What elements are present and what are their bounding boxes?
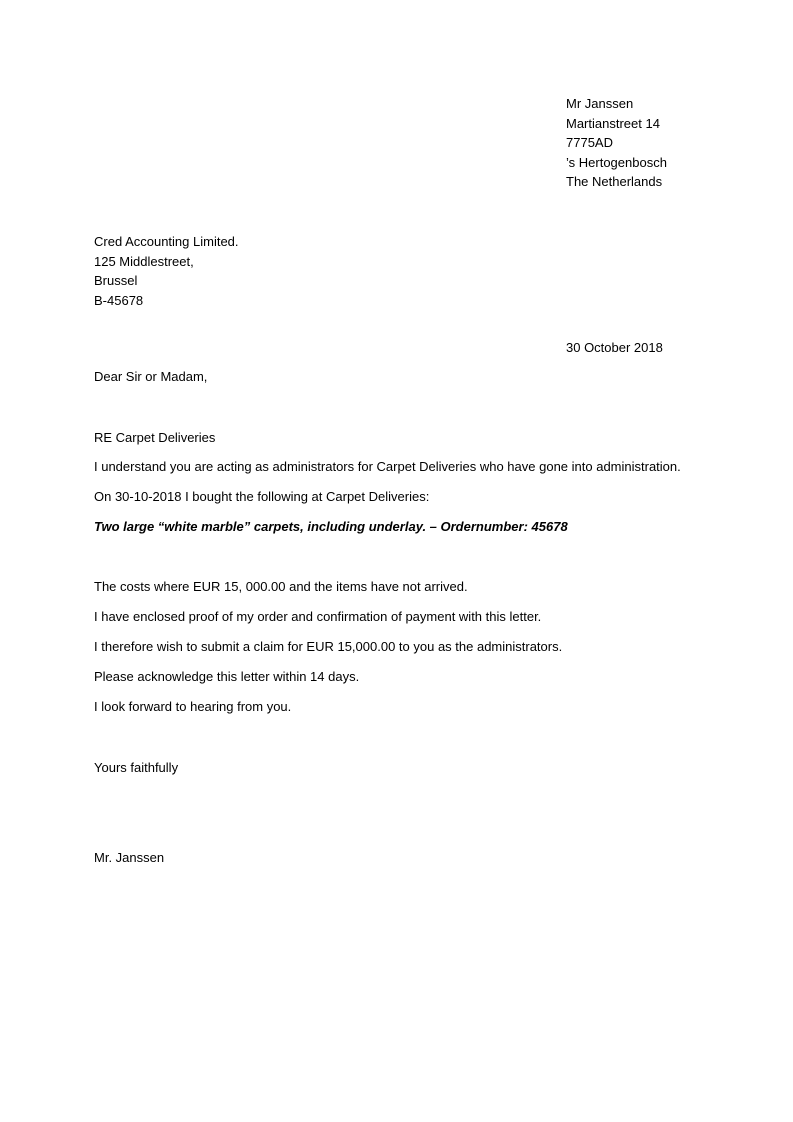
paragraph-purchase: On 30-10-2018 I bought the following at Carpet Deliveries: [94,489,430,504]
sender-street: Martianstreet 14 [566,115,660,131]
sender-postcode: 7775AD [566,135,613,150]
sender-city: ’s Hertogenbosch [566,154,667,170]
subject-line: RE Carpet Deliveries [94,430,216,445]
closing: Yours faithfully [94,760,179,775]
order-item: Two large “white marble” carpets, including underlay. – Ordernumber: 45678 [94,519,568,534]
recipient-address [94,232,239,310]
paragraph-forward: I look forward to hearing from you. [94,699,292,714]
paragraph-claim: I therefore wish to submit a claim for EUR 15,000.00 to you as the administrators. [94,639,563,654]
letter-date: 30 October 2018 [566,340,663,355]
paragraph-costs: The costs where EUR 15, 000.00 and the items have not arrived. [94,579,468,594]
recipient-postcode: B-45678 [94,292,144,308]
recipient-company: Cred Accounting Limited. [94,234,239,249]
paragraph-administrators: I understand you are acting as administrators for Carpet Deliveries who have gone into administration. [94,459,681,474]
paragraph-enclosed: I have enclosed proof of my order and confirmation of payment with this letter. [94,609,542,624]
sender-address [566,94,667,192]
salutation: Dear Sir or Madam, [94,369,208,384]
sender-name: Mr Janssen [566,96,634,111]
paragraph-acknowledge: Please acknowledge this letter within 14 days. [94,669,360,684]
recipient-street: 125 Middlestreet, [94,253,194,269]
recipient-city: Brussel [94,273,138,288]
sender-country: The Netherlands [566,174,663,189]
signature: Mr. Janssen [94,850,165,865]
